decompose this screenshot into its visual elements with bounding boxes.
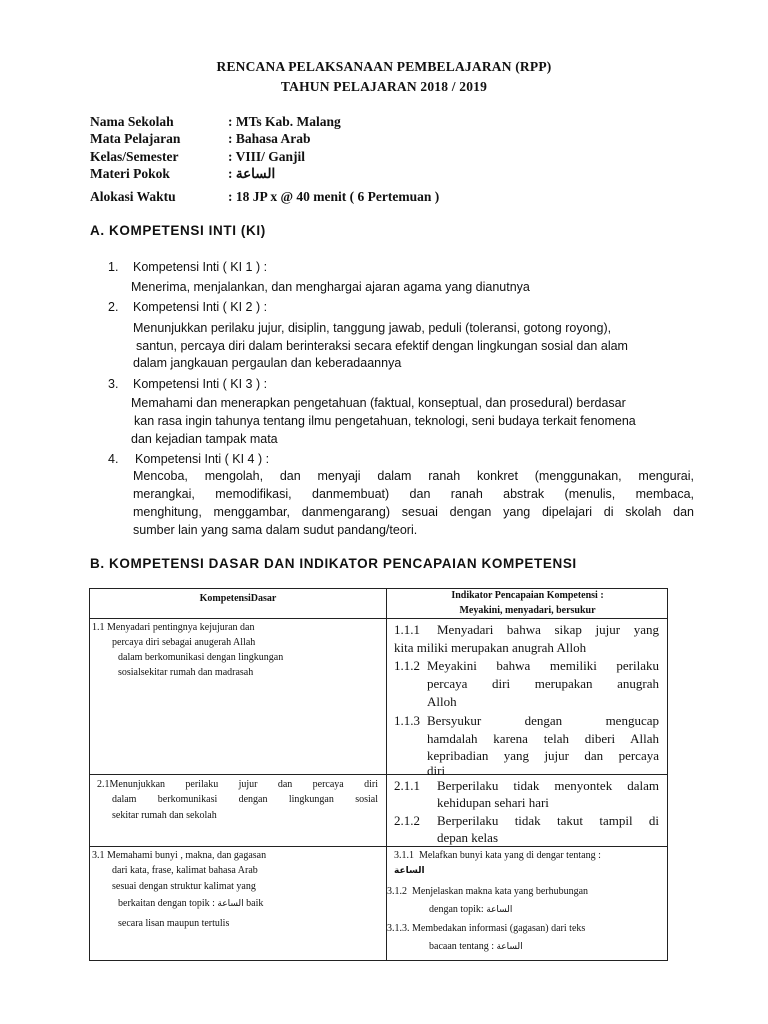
ki3-text-line: Memahami dan menerapkan pengetahuan (faktual, konseptual, dan prosedural) berdasar bbox=[131, 396, 626, 410]
indicator-number: 1.1.1 bbox=[394, 622, 420, 637]
indicator-text-line: kita miliki merupakan anugrah Alloh bbox=[394, 640, 587, 655]
indicator-text-line: dengan topik: الساعة bbox=[429, 904, 513, 915]
indicator-text-line: hamdalah karena telah diberi Allah bbox=[427, 731, 659, 746]
kd-cell bbox=[90, 619, 387, 775]
indicator-text-line: Berperilaku tidak menyontek dalam bbox=[437, 778, 659, 793]
indicator-number: 1.1.3 bbox=[394, 713, 420, 728]
ki3-text-line: dan kejadian tampak mata bbox=[131, 432, 278, 446]
table-row bbox=[90, 847, 668, 961]
identity-value-material: : الساعة bbox=[228, 166, 276, 181]
ki4-text-line: Mencoba, mengolah, dan menyaji dalam ranah konkret (menggunakan, mengurai, bbox=[133, 469, 694, 483]
kd-text-line: dalam berkomunikasi dengan lingkungan sosial bbox=[112, 794, 378, 805]
document-title: RENCANA PELAKSANAAN PEMBELAJARAN (RPP) bbox=[216, 59, 552, 74]
ki2-text-line: santun, percaya diri dalam berinteraksi secara efektif dengan lingkungan sosial dan alam bbox=[136, 339, 628, 353]
indicator-text-line: kepribadian yang jujur dan percaya bbox=[427, 748, 659, 763]
table-row bbox=[90, 775, 668, 847]
section-a-heading: A. KOMPETENSI INTI (KI) bbox=[90, 223, 266, 238]
kd-text-line: 1.1 Menyadari pentingnya kejujuran dan bbox=[92, 622, 255, 633]
ki2-number: 2. bbox=[108, 300, 119, 314]
table-row bbox=[90, 619, 668, 775]
indicator-text-line: 3.1.3. Membedakan informasi (gagasan) dari teks bbox=[387, 923, 586, 934]
table-header-row bbox=[90, 589, 668, 619]
ki1-text: Menerima, menjalankan, dan menghargai ajaran agama yang dianutnya bbox=[131, 280, 530, 294]
indicator-text-line: Alloh bbox=[427, 694, 457, 709]
identity-label-school: Nama Sekolah bbox=[90, 114, 174, 129]
indicator-text-line: percaya diri merupakan anugrah bbox=[427, 676, 659, 691]
indicator-text-line: kehidupan sehari hari bbox=[437, 795, 549, 810]
ki4-text-line: sumber lain yang sama dalam sudut pandang/teori. bbox=[133, 523, 418, 537]
identity-label-time: Alokasi Waktu bbox=[90, 189, 176, 204]
ki1-number: 1. bbox=[108, 260, 119, 274]
kd-indicator-table bbox=[89, 588, 668, 961]
ki4-label: Kompetensi Inti ( KI 4 ) : bbox=[135, 452, 270, 466]
ki4-text-line: merangkai, memodifikasi, danmembuat) dan ranah abstrak (menulis, membaca, bbox=[133, 487, 694, 501]
identity-label-class: Kelas/Semester bbox=[90, 149, 179, 164]
identity-label-material: Materi Pokok bbox=[90, 166, 170, 181]
ki4-number: 4. bbox=[108, 452, 119, 466]
ki3-number: 3. bbox=[108, 377, 119, 391]
ki3-label: Kompetensi Inti ( KI 3 ) : bbox=[133, 377, 268, 391]
indicator-number: 2.1.1 bbox=[394, 778, 420, 793]
indicator-text-line: 3.1.2 Menjelaskan makna kata yang berhubungan bbox=[387, 886, 589, 897]
ki4-text-line: menghitung, menggambar, danmengarang) sesuai dengan yang dipelajari di skolah dan bbox=[133, 505, 694, 519]
kd-text-line: berkaitan dengan topik : الساعة baik bbox=[118, 898, 264, 909]
header-indicator-label: Indikator Pencapaian Kompetensi : bbox=[451, 590, 604, 601]
kd-cell bbox=[90, 775, 387, 847]
identity-value-class: : VIII/ Ganjil bbox=[228, 149, 306, 164]
kd-cell bbox=[90, 847, 387, 961]
ki2-text-line: dalam jangkauan pergaulan dan keberadaannya bbox=[133, 356, 402, 370]
identity-label-subject: Mata Pelajaran bbox=[90, 131, 181, 146]
indicator-text-line: Berperilaku tidak takut tampil di bbox=[437, 813, 659, 828]
indicator-cell bbox=[387, 847, 668, 961]
ki2-label: Kompetensi Inti ( KI 2 ) : bbox=[133, 300, 268, 314]
ki3-text-line: kan rasa ingin tahunya tentang ilmu pengetahuan, teknologi, seni budaya terkait fenomena bbox=[134, 414, 636, 428]
indicator-number: 1.1.2 bbox=[394, 658, 420, 673]
document-subtitle: TAHUN PELAJARAN 2018 / 2019 bbox=[280, 79, 488, 94]
section-b-heading: B. KOMPETENSI DASAR DAN INDIKATOR PENCAPAIAN KOMPETENSI bbox=[90, 556, 577, 571]
identity-value-time: : 18 JP x @ 40 menit ( 6 Pertemuan ) bbox=[228, 189, 440, 204]
ki1-label: Kompetensi Inti ( KI 1 ) : bbox=[133, 260, 268, 274]
header-kd-label: KompetensiDasar bbox=[199, 593, 277, 604]
indicator-arabic-term: الساعة bbox=[394, 866, 425, 876]
kd-text-line: 3.1 Memahami bunyi , makna, dan gagasan bbox=[92, 850, 267, 861]
indicator-text-line: Meyakini bahwa memiliki perilaku bbox=[427, 658, 659, 673]
kd-text-line: sekitar rumah dan sekolah bbox=[112, 810, 217, 821]
indicator-number: 2.1.2 bbox=[394, 813, 420, 828]
indicator-text-line: Menyadari bahwa sikap jujur yang bbox=[437, 622, 659, 637]
indicator-cell bbox=[387, 619, 668, 778]
kd-text-line: percaya diri sebagai anugerah Allah bbox=[112, 637, 256, 648]
indicator-text-line: diri bbox=[427, 763, 446, 778]
identity-value-school: : MTs Kab. Malang bbox=[228, 114, 341, 129]
indicator-cell bbox=[387, 775, 668, 847]
kd-text-line: secara lisan maupun tertulis bbox=[118, 918, 230, 929]
header-indicator-sublabel: Meyakini, menyadari, bersukur bbox=[459, 605, 596, 616]
indicator-text-line: 3.1.1 Melafkan bunyi kata yang di dengar tentang : bbox=[394, 850, 601, 861]
header-cell-indicator bbox=[387, 589, 668, 619]
header-cell-kd bbox=[90, 589, 387, 619]
kd-text-line: sosialsekitar rumah dan madrasah bbox=[118, 667, 254, 678]
ki2-text-line: Menunjukkan perilaku jujur, disiplin, tanggung jawab, peduli (toleransi, gotong royong), bbox=[133, 321, 612, 335]
indicator-text-line: Bersyukur dengan mengucap bbox=[427, 713, 659, 728]
kd-text-line: sesuai dengan struktur kalimat yang bbox=[112, 881, 256, 892]
indicator-text-line: bacaan tentang : الساعة bbox=[429, 941, 523, 952]
kd-text-line: 2.1Menunjukkan perilaku jujur dan percaya diri bbox=[97, 779, 378, 790]
indicator-text-line: depan kelas bbox=[437, 830, 499, 845]
kd-text-line: dari kata, frase, kalimat bahasa Arab bbox=[112, 865, 258, 876]
identity-value-subject: : Bahasa Arab bbox=[228, 131, 311, 146]
kd-text-line: dalam berkomunikasi dengan lingkungan bbox=[118, 652, 284, 663]
